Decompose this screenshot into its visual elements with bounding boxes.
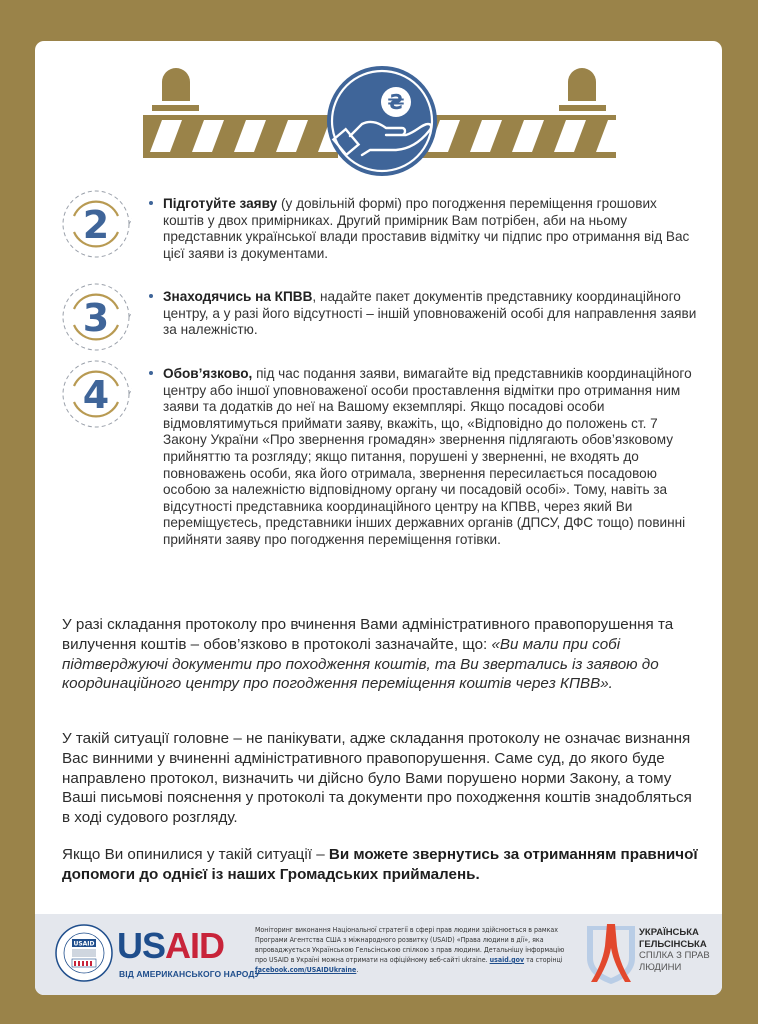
barrier-bar-left [143,115,350,158]
usaid-gov-link[interactable]: usaid.gov [489,956,525,964]
hryvnia-symbol: ₴ [387,90,405,114]
usaid-wordmark: USAID [117,925,225,966]
protocol-intro: У разі складання протоколу про вчинення Вами адміністративного правопорушення та вилучення коштів – обов’язково в протоколі зазначайте, що: [62,616,674,653]
leaflet-card [35,41,722,995]
protocol-quote: «Ви мали при собі підтверджуючі документи про походження коштів, та Ви звертались із заявою до координаційного центру про погодження переміщення коштів через КПВВ». [62,635,659,693]
usaid-tagline: ВІД АМЕРИКАНСЬКОГО НАРОДУ [119,969,261,979]
footer-disclaimer: Моніторинг виконання Національної стратегії в сфері прав людини здійснюється в рамках Програми Агентства США з міжнародного розвитку (USAID) «Права людини в дії», яка впроваджується Українською Гельсінською спілкою з прав людини. Детальнішу інформацію про USAID в Україні можна отримати на офіційному веб-сайті ukraine. usaid.gov та сторінці facebook.com/USAIDUkraine. [255,926,565,974]
legal-help-paragraph [62,845,702,885]
facebook-link[interactable]: facebook.com/USAIDUkraine [255,966,357,974]
step-number-badge [60,188,132,260]
step-4-body: під час подання заяви, вимагайте від представників координаційного центру або іншої уповноваженої особи проставлення відмітки про отримання ним заяви та додатків до неї на Вашому екземплярі. Якщо посадові особи відмовлятимуться приймати заяву, вкажіть, що, «Відповідно до положень ст. 7 Закону України «Про звернення громадян» звернення підлягають обов’язковому прийняттю та розгляду; якщо питання, порушені у зверненні, не входять до повноважень особи, яка його отримала, звернення пересилається посадовою особою за належністю відповідному органу чи посадовій особі». Тому, навіть за відсутності представника координаційного центру на КПВВ, через який Ви переміщуєтесь, представники інших державних органів (ДПСУ, ДФС тощо) повинні прийняти заяву про погодження переміщення готівки. [163,366,692,547]
bullet-dot [149,294,153,298]
warning-lamp-left-icon [152,68,199,111]
usaid-seal-logo [55,924,113,982]
step-3-body: , надайте пакет документів представнику координаційного центру, а у разі його відсутності – іншій уповноваженій особі для направлення заяви за належністю. [163,289,697,338]
step-2-heading: Підготуйте заяву [163,196,278,211]
barrier-hryvnia-illustration [140,58,620,178]
step-2-body: (у довільній формі) про погодження переміщення грошових коштів у двох примірниках. Другий примірник Вам потрібен, аби на ньому представник української влади проставив відмітку чи підпис про отримання від Вас цієї заяви із документами. [163,196,690,261]
uhhru-logo [581,920,641,986]
dont-panic-paragraph: У такій ситуації головне – не панікувати, адже складання протоколу не означає визнання Вас винними у вчиненні адміністративного правопорушення. Саме суд, до якого буде направлено протокол, визначить чи дійсно було Вами порушено норми Закону, а тому Ваші письмові пояснення у протоколі та документи про походження коштів знадобляться в ході судового розгляду. [62,730,692,827]
step-2-text [163,196,698,262]
step-number-badge [60,358,132,430]
svg-text:USAID: USAID [73,940,95,948]
hand-holding-hryvnia-icon [327,66,437,176]
step-3-text [163,289,698,339]
svg-text:3: 3 [82,296,110,340]
warning-lamp-right-icon [559,68,606,111]
footer [35,914,722,995]
legal-help-intro: Якщо Ви опинилися у такій ситуації – [62,846,329,863]
step-3-heading: Знаходячись на КПВВ [163,289,313,304]
bullet-dot [149,371,153,375]
barrier-bar-right [422,115,620,158]
svg-text:4: 4 [82,373,110,417]
step-4-heading: Обов’язково, [163,366,253,381]
protocol-paragraph [62,615,702,694]
step-number-badge [60,281,132,353]
step-4-text [163,366,698,549]
uhhru-name: УКРАЇНСЬКА ГЕЛЬСІНСЬКА СПІЛКА З ПРАВ ЛЮДИНИ [639,927,710,973]
svg-text:2: 2 [82,203,110,247]
legal-help-call: Ви можете звернутись за отриманням правничої допомоги до однієї із наших Громадських приймалень. [62,846,698,883]
bullet-dot [149,201,153,205]
